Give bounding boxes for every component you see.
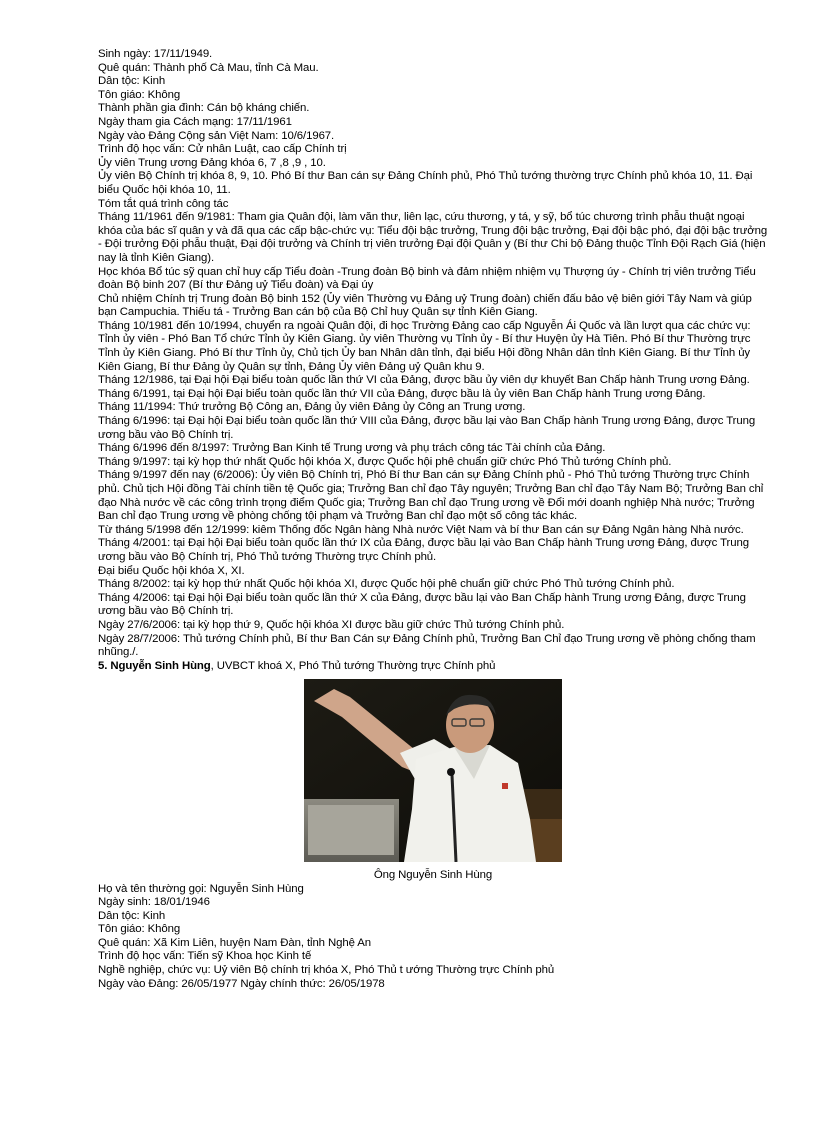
- document-page: [98, 48, 768, 991]
- career-paragraph: Tháng 8/2002: tại kỳ họp thứ nhất Quốc hội khóa XI, được Quốc hội phê chuẩn giữ chức Phó Thủ tướng Chính phủ.: [98, 578, 675, 591]
- revolution-date-line: Ngày tham gia Cách mạng: 17/11/1961: [98, 115, 292, 128]
- career-paragraph: Chủ nhiệm Chính trị Trung đoàn Bộ binh 152 (Ủy viên Thường vụ Đảng uỷ Trung đoàn) chiến đấu bảo vệ biên giới Tây Nam và giúp bạn Campuchia. Thiếu tá - Trưởng Ban cán bộ của Bộ Chỉ huy Quân sự tỉnh Kiên Giang.: [98, 292, 752, 319]
- career-paragraph: Tháng 10/1981 đến 10/1994, chuyển ra ngoài Quân đội, đi học Trường Đảng cao cấp Nguyễn Ái Quốc và lần lượt qua các chức vụ: Tỉnh ủy viên - Phó Ban Tổ chức Tỉnh ủy Kiên Giang. ủy viên Thường vụ Tỉnh ủy - Bí thư Huyện ủy Hà Tiên. Phó Bí thư Thường trực Tỉnh ủy Kiên Giang. Phó Bí thư Tỉnh ủy, Chủ tịch Ủy ban Nhân dân tỉnh, đại biểu Hội đồng Nhân dân tỉnh Kiên Giang. Bí thư Tỉnh ủy Kiên Giang, Bí thư Đảng ủy Quân sự tỉnh, Đảng Ủy viên Đảng uỷ Quân khu 9.: [98, 319, 751, 373]
- career-paragraph: Tháng 9/1997 đến nay (6/2006): Ủy viên Bộ Chính trị, Phó Bí thư Ban cán sự Đảng Chính phủ - Phó Thủ tướng Thường trực Chính phủ. Chủ tịch Hội đồng Tài chính tiền tệ Quốc gia; Trưởng Ban chỉ đạo Tây nguyên; Trưởng Ban chỉ đạo Tây Nam Bộ; Trưởng Ban chỉ đạo Nhà nước về các công trình trọng điểm Quốc gia; Trưởng Ban chỉ đạo Trung ương về Đổi mới doanh nghiệp Nhà nước; Trưởng Ban chỉ đạo Trung ương về phòng chống tội phạm và Trưởng Ban chỉ đạo một số công tác khác.: [98, 469, 764, 523]
- biography-section-1: [98, 48, 768, 660]
- career-paragraph: Ngày 27/6/2006: tại kỳ họp thứ 9, Quốc hội khóa XI được bầu giữ chức Thủ tướng Chính phủ.: [98, 618, 565, 631]
- biography-section-2: [98, 883, 768, 992]
- hometown-line: Quê quán: Thành phố Cà Mau, tỉnh Cà Mau.: [98, 61, 319, 74]
- section-5-title: [98, 660, 768, 674]
- hometown-line: Quê quán: Xã Kim Liên, huyện Nam Đàn, tỉnh Nghệ An: [98, 936, 371, 949]
- career-paragraph: Tháng 6/1996: tại Đại hội Đại biểu toàn quốc lần thứ VIII của Đảng, được bầu lại vào Ban Chấp hành Trung ương Đảng, được Trung ương bầu vào Bộ Chính trị.: [98, 415, 756, 441]
- portrait-figure: [98, 679, 768, 882]
- central-committee-line: Ủy viên Trung ương Đảng khóa 6, 7 ,8 ,9 , 10.: [98, 156, 326, 169]
- religion-line: Tôn giáo: Không: [98, 923, 181, 936]
- birth-date-line: Sinh ngày: 17/11/1949.: [98, 48, 213, 60]
- career-paragraph: Đại biểu Quốc hội khóa X, XI.: [98, 564, 245, 577]
- common-name-line: Họ và tên thường gọi: Nguyễn Sinh Hùng: [98, 882, 304, 895]
- education-line: Trình độ học vấn: Cử nhân Luật, cao cấp Chính trị: [98, 143, 347, 156]
- politburo-line: Ủy viên Bộ Chính trị khóa 8, 9, 10. Phó Bí thư Ban cán sự Đảng Chính phủ, Phó Thủ tướng thường trực Chính phủ khóa 10, 11. Đại biểu Quốc hội khóa 10, 11.: [98, 170, 753, 196]
- career-paragraph: Tháng 6/1991, tại Đại hội Đại biểu toàn quốc lần thứ VII của Đảng, được bầu là ủy viên Ban Chấp hành Trung ương Đảng.: [98, 387, 706, 400]
- career-paragraph: Tháng 11/1994: Thứ trưởng Bộ Công an, Đảng ủy viên Đảng ủy Công an Trung ương.: [98, 401, 526, 414]
- birth-date-line: Ngày sinh: 18/01/1946: [98, 896, 210, 909]
- portrait-photo: [304, 679, 562, 862]
- career-summary-heading: Tóm tắt quá trình công tác: [98, 197, 229, 210]
- career-paragraph: Học khóa Bổ túc sỹ quan chỉ huy cấp Tiểu đoàn -Trung đoàn Bộ binh và đảm nhiệm nhiệm vụ Thượng úy - Chính trị viên trưởng Tiểu đoàn Bộ binh 207 (Bí thư Đảng uỷ Tiểu đoàn) và Đại úy: [98, 265, 756, 292]
- position-line: Nghề nghiệp, chức vụ: Uỷ viên Bộ chính trị khóa X, Phó Thủ t ướng Thường trực Chính phủ: [98, 964, 555, 977]
- career-paragraph: Tháng 11/1961 đến 9/1981: Tham gia Quân đội, làm văn thư, liên lạc, cứu thương, y tá, y sỹ, bổ túc chương trình phẫu thuật ngoại khóa của bác sĩ quân y và đã qua các cấp bậc-chức vụ: Tiểu đội bậc trưởng, Trung đội bậc trưởng, Đại đội bậc phó, đại đội bậc trưởng - Đội trưởng Đội phẫu thuật, Đại đội trưởng và Chính trị viên trưởng Đại đội Quân y (Bí thư Chi bộ Đảng thuộc Tỉnh Đội Rạch Giá (hiện nay là tỉnh Kiên Giang).: [98, 211, 768, 264]
- family-background-line: Thành phần gia đình: Cán bộ kháng chiến.: [98, 102, 310, 115]
- party-join-line: Ngày vào Đảng Cộng sản Việt Nam: 10/6/1967.: [98, 129, 335, 142]
- party-join-line: Ngày vào Đảng: 26/05/1977 Ngày chính thức: 26/05/1978: [98, 977, 385, 990]
- career-paragraph: Ngày 28/7/2006: Thủ tướng Chính phủ, Bí thư Ban Cán sự Đảng Chính phủ, Trưởng Ban Chỉ đạo Trung ương về phòng chống tham nhũng./.: [98, 632, 756, 659]
- career-paragraph: Tháng 4/2001: tại Đại hội Đại biểu toàn quốc lần thứ IX của Đảng, được bầu lại vào Ban Chấp hành Trung ương Đảng, được Trung ương bầu vào Bộ Chính trị, Phó Thủ tướng Thường trực Chính phủ.: [98, 537, 749, 563]
- career-paragraph: Tháng 9/1997: tại kỳ họp thứ nhất Quốc hội khóa X, được Quốc hội phê chuẩn giữ chức Phó Thủ tướng Chính phủ.: [98, 455, 672, 468]
- religion-line: Tôn giáo: Không: [98, 88, 181, 101]
- career-paragraph: Từ tháng 5/1998 đến 12/1999: kiêm Thống đốc Ngân hàng Nhà nước Việt Nam và bí thư Ban cán sự Đảng Ngân hàng Nhà nước.: [98, 523, 744, 536]
- ethnicity-line: Dân tộc: Kinh: [98, 909, 166, 922]
- ethnicity-line: Dân tộc: Kinh: [98, 75, 166, 88]
- career-paragraph: Tháng 6/1996 đến 8/1997: Trưởng Ban Kinh tế Trung ương và phụ trách công tác Tài chính của Đảng.: [98, 442, 606, 455]
- education-line: Trình độ học vấn: Tiến sỹ Khoa học Kinh tế: [98, 950, 312, 963]
- section-5-name: 5. Nguyễn Sinh Hùng: [98, 659, 211, 672]
- career-paragraph: Tháng 12/1986, tại Đại hội Đại biểu toàn quốc lần thứ VI của Đảng, được bầu ủy viên dự khuyết Ban Chấp hành Trung ương Đảng.: [98, 374, 750, 387]
- section-5-subtitle: , UVBCT khoá X, Phó Thủ tướng Thường trực Chính phủ: [210, 659, 496, 672]
- photo-caption: Ông Nguyễn Sinh Hùng: [373, 868, 493, 881]
- career-paragraph: Tháng 4/2006: tại Đại hội Đại biểu toàn quốc lần thứ X của Đảng, được bầu lại vào Ban Chấp hành Trung ương Đảng, được Trung ương bầu vào Bộ Chính trị.: [98, 591, 746, 618]
